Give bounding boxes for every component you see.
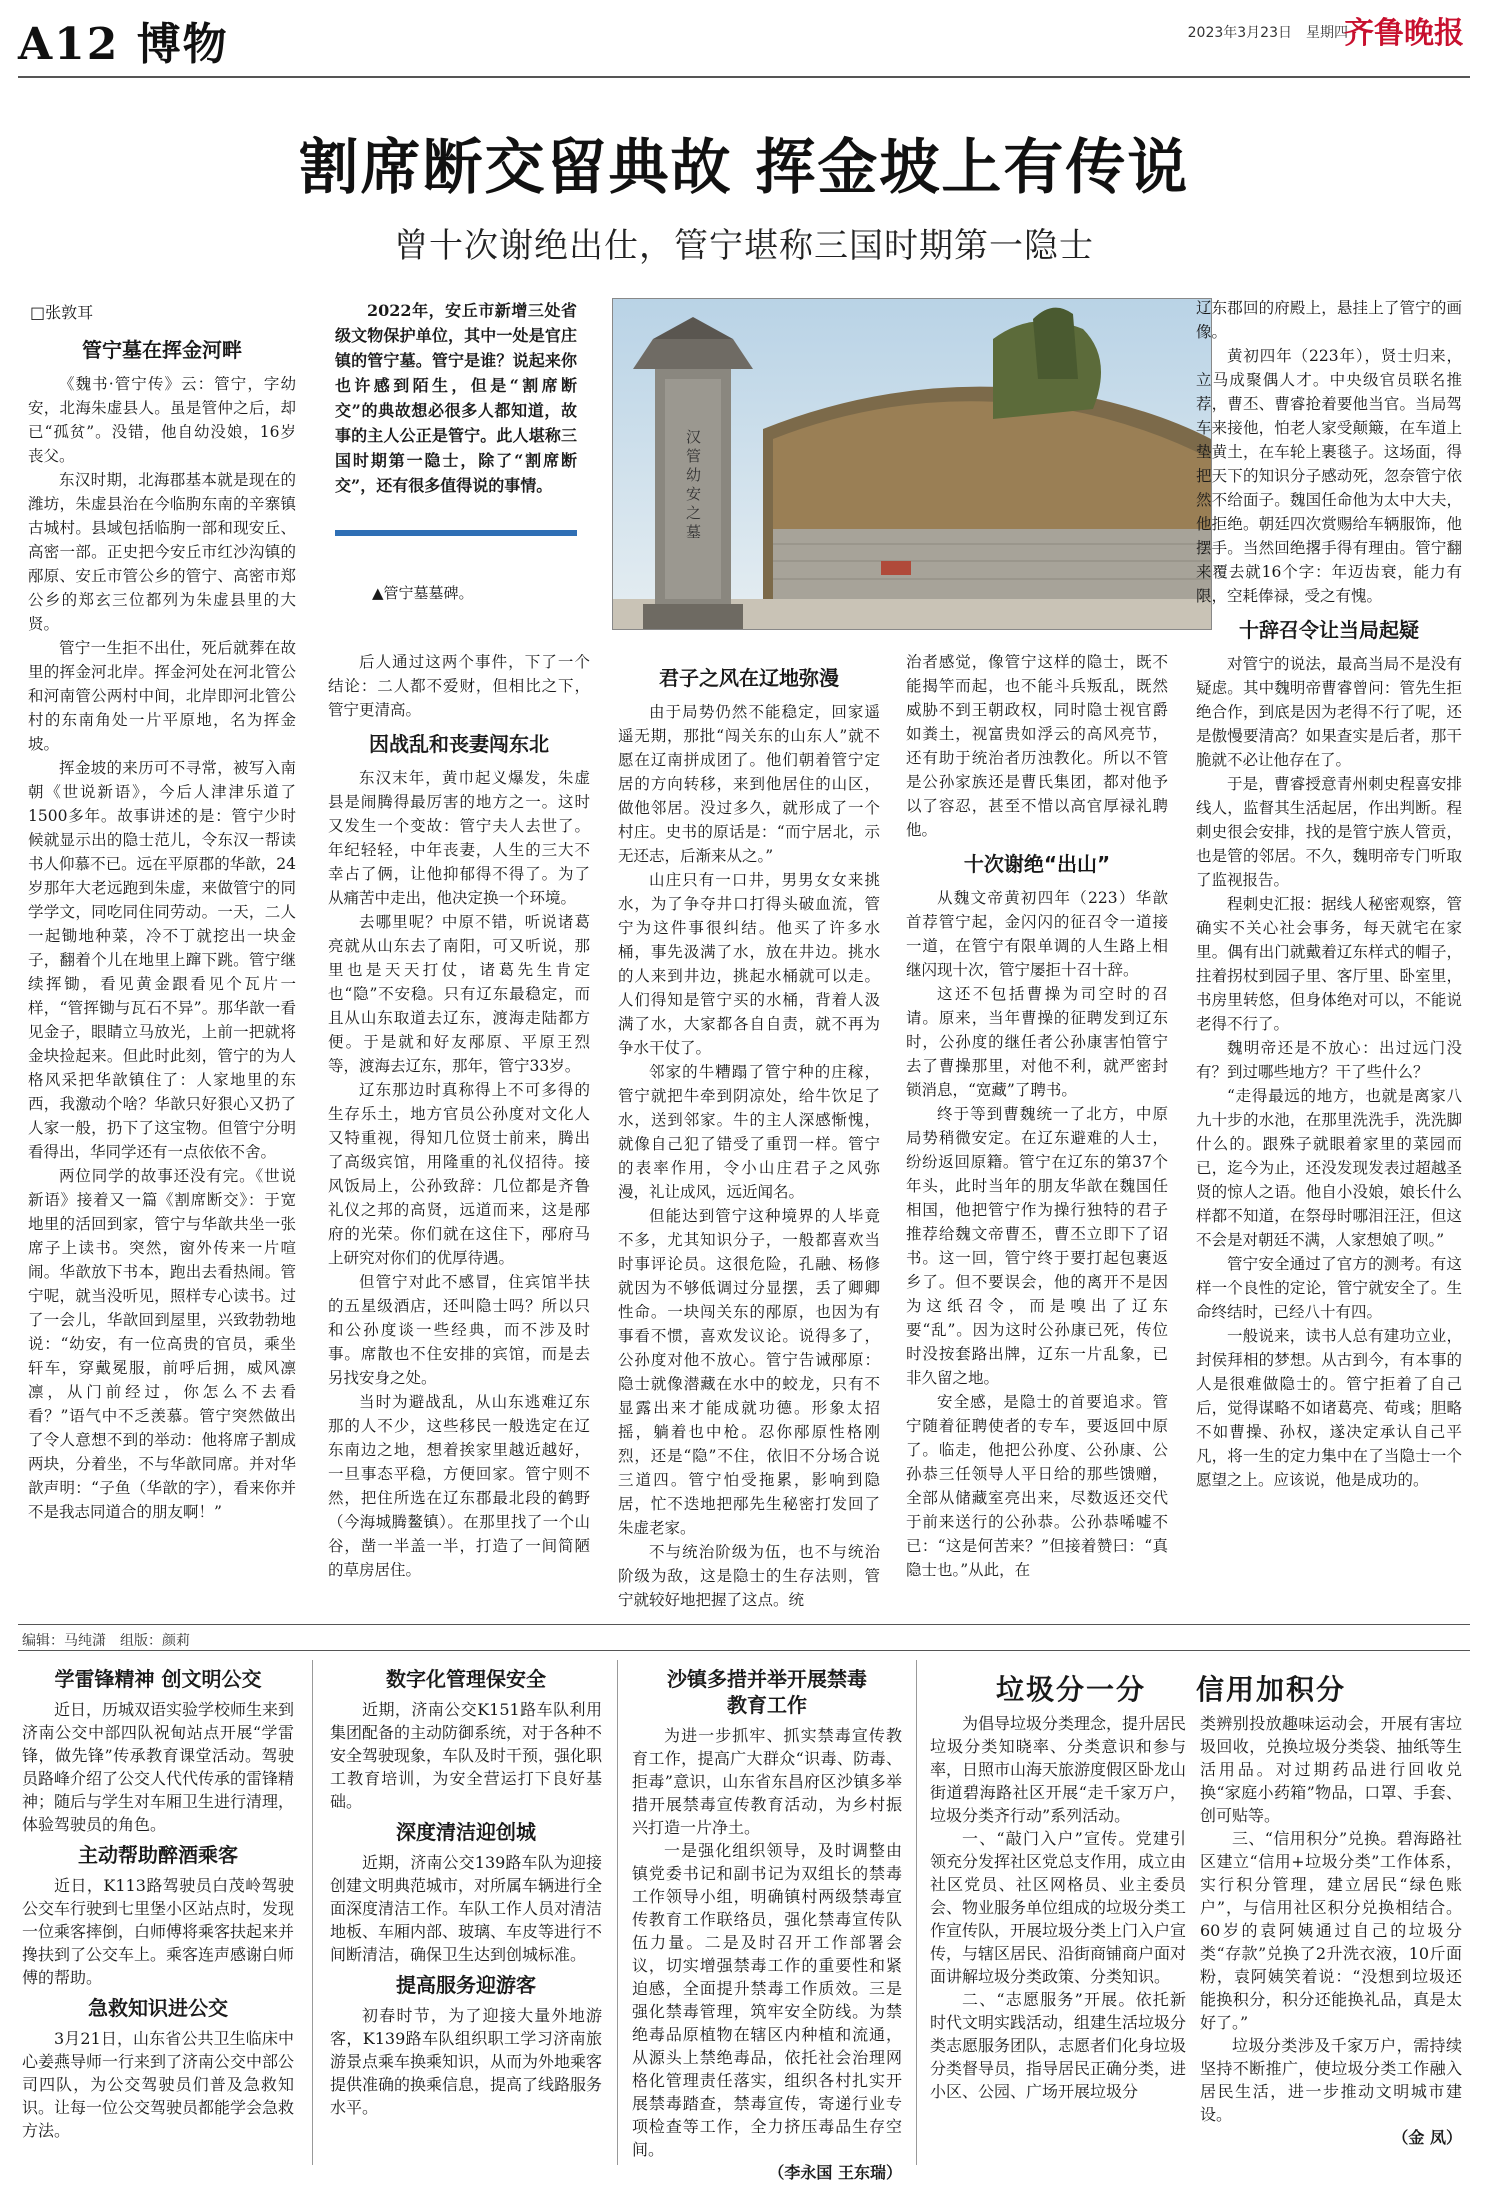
column-rule	[312, 1660, 313, 2165]
paragraph: 但管宁对此不感冒，住宾馆半扶的五星级酒店，还叫隐士吗？所以只和公孙度谈一些经典，而不涉及时事。席散也不住安排的宾馆，而是去另找安身之处。	[328, 1273, 590, 1387]
tomb-stele-photo	[612, 298, 1212, 630]
brief-text: 一、“敲门入户”宣传。党建引领充分发挥社区党总支作用，成立由社区党员、社区网格员、业主委员会、物业服务单位组成的垃圾分类工作宣传队，开展垃圾分类上门入户宣传，与辖区居民、沿街商铺商户面对面讲解垃圾分类政策、分类知识。	[930, 1829, 1187, 1986]
brief-text: 三、“信用积分”兑换。碧海路社区建立“信用+垃圾分类”工作体系，实行积分管理，建立居民“绿色账户”，与信用社区积分兑换相结合。60岁的袁阿姨通过自己的垃圾分类“存款”兑换了2升洗衣液，10斤面粉，袁阿姨笑着说：“没想到垃圾还能换积分，积分还能换礼品，真是太好了。”	[1200, 1829, 1462, 2032]
brief-author: （金 凤）	[1392, 2128, 1462, 2147]
paragraph: 一般说来，读书人总有建功立业，封侯拜相的梦想。从古到今，有本事的人是很难做隐士的。管宁拒着了自己后，觉得谋略不如诸葛亮、荀彧；胆略不如曹操、孙权，遂决定承认自己平凡，将一生的定力集中在了当隐士一个愿望之上。应该说，他是成功的。	[1196, 1327, 1462, 1489]
stele-inscription: 汉管幼安之墓	[684, 429, 702, 543]
paragraph: 东汉末年，黄巾起义爆发，朱虚县是闹腾得最厉害的地方之一。这时又发生一个变故：管宁夫人去世了。年纪轻轻，中年丧妻，人生的三大不幸占了俩，让他抑郁得不得了。为了从痛苦中走出，他决定换一个环境。	[328, 769, 590, 907]
brief-text: 近期，济南公交139路车队为迎接创建文明典范城市，对所属车辆进行全面深度清洁工作。车队工作人员对清洁地板、车厢内部、玻璃、车皮等进行不间断清洁，确保卫生达到创城标准。	[330, 1853, 603, 1964]
section-title: 十次谢绝“出山”	[963, 852, 1111, 876]
brief-text: 垃圾分类涉及千家万户，需持续坚持不断推广，使垃圾分类工作融入居民生活，进一步推动文明城市建设。	[1200, 2036, 1462, 2124]
column-rule	[617, 1660, 618, 2165]
paragraph: 魏明帝还是不放心：出过远门没有？到过哪些地方？干了些什么？	[1196, 1039, 1462, 1081]
paragraph: 管宁安全通过了官方的测考。有这样一个良性的定论，管宁就安全了。生命终结时，已经八十有四。	[1196, 1255, 1462, 1321]
article-column-2	[328, 650, 590, 1615]
article-column-5	[1196, 296, 1462, 1614]
brief-text: 为倡导垃圾分类理念，提升居民垃圾分类知晓率、分类意识和参与率，日照市山海天旅游度假区卧龙山街道碧海路社区开展“走千家万户，垃圾分类齐行动”系列活动。	[930, 1714, 1187, 1825]
brief-column-2	[330, 1660, 602, 2170]
page-label: A12 博物	[18, 19, 229, 70]
paragraph: 挥金坡的来历可不寻常，被写入南朝《世说新语》，今后人津津乐道了1500多年。故事讲述的是：管宁少时候就显示出的隐士范儿，令东汉一帮读书人仰慕不已。远在平原郡的华歆，24岁那年大老远跑到朱虚，来做管宁的同学学文，同吃同住同劳动。一天，二人一起锄地种菜，冷不丁就挖出一块金子，翻着个儿在地里上蹿下跳。管宁继续挥锄，看见黄金跟看见个瓦片一样，“管挥锄与瓦石不异”。那华歆一看见金子，眼睛立马放光，上前一把就将金块捡起来。但此时此刻，管宁的为人格风采把华歆镇住了：人家地里的东西，我激动个啥？华歆只好狠心又扔了人家一般，扔下了这宝物。但管宁分明看得出，华同学还有一点依依不舍。	[28, 759, 296, 1161]
article-column-4	[906, 650, 1168, 1615]
photo-caption: ▲管宁墓墓碑。	[372, 584, 474, 602]
brief-title-text: 信用加积分	[1196, 1673, 1347, 1706]
paragraph: 后人通过这两个事件，下了一个结论：二人都不爱财，但相比之下，管宁更清高。	[328, 653, 590, 719]
paragraph: 这还不包括曹操为司空时的召请。原来，当年曹操的征聘发到辽东时，公孙度的继任者公孙康害怕管宁去了曹操那里，对他不利，就严密封锁消息，“宽藏”了聘书。	[906, 985, 1168, 1099]
brief-text: 类辨别投放趣味运动会，开展有害垃圾回收，兑换垃圾分类袋、抽纸等生活用品。对过期药品进行回收兑换“家庭小药箱”物品，口罩、手套、创可贴等。	[1200, 1714, 1462, 1825]
brief-column-3	[632, 1660, 902, 2182]
paragraph: 于是，曹睿授意青州刺史程喜安排线人，监督其生活起居，作出判断。程刺史很会安排，找的是管宁族人管贡，也是管的邻居。不久，魏明帝专门听取了监视报告。	[1196, 775, 1462, 889]
section-divider	[18, 1650, 1470, 1651]
intro-accent-bar	[335, 530, 577, 536]
brief-title: 学雷锋精神 创文明公交	[54, 1667, 262, 1691]
header-rule	[18, 76, 1470, 78]
intro-text: 2022年，安丘市新增三处省级文物保护单位，其中一处是官庄镇的管宁墓。管宁是谁？说起来你也许感到陌生，但是“割席断交”的典故想必很多人都知道，故事的主人公正是管宁。此人堪称三国时期第一隐士，除了“割席断交”，还有很多值得说的事情。	[335, 301, 577, 495]
brief-text: 一是强化组织领导，及时调整由镇党委书记和副书记为双组长的禁毒工作领导小组，明确镇村两级禁毒宣传教育工作联络员，强化禁毒宣传队伍力量。二是及时召开工作部署会议，切实增强禁毒工作的重要性和紧迫感，全面提升禁毒工作质效。三是强化禁毒管理，筑牢安全防线。为禁绝毒品原植物在辖区内种植和流通，从源头上禁绝毒品，依托社会治理网格化管理责任落实，组织各村扎实开展禁毒踏查，禁毒宣传，寄递行业专项检查等工作，全力挤压毒品生存空间。	[632, 1841, 902, 2159]
brief-title-text: 垃圾分一分	[996, 1673, 1147, 1706]
paragraph: 辽东郡回的府殿上，悬挂上了管宁的画像。	[1196, 299, 1462, 341]
paragraph: 邻家的牛糟蹋了管宁种的庄稼，管宁就把牛牵到阴凉处，给牛饮足了水，送到邻家。牛的主人深感惭愧，就像自己犯了错受了重罚一样。管宁的表率作用，令小山庄君子之风弥漫，礼让成风，远近闻名。	[618, 1063, 880, 1201]
article-subhead: 曾十次谢绝出仕，管宁堪称三国时期第一隐士	[394, 226, 1094, 266]
paragraph: 从魏文帝黄初四年（223）华歆首荐管宁起，金闪闪的征召令一道接一道，在管宁有限单调的人生路上相继闪现十次，管宁屡拒十召十辞。	[906, 889, 1168, 979]
brief-text: 近日，K113路驾驶员白茂岭驾驶公交车行驶到七里堡小区站点时，发现一位乘客摔倒，白师傅将乘客扶起来并搀扶到了公交车上。乘客连声感谢白师傅的帮助。	[22, 1876, 295, 1987]
brief-title: 沙镇多措并举开展禁毒教育工作	[667, 1667, 867, 1717]
paragraph: 由于局势仍然不能稳定，回家遥遥无期，那批“闯关东的山东人”就不愿在辽南拼成团了。他们朝着管宁定居的方向转移，来到他居住的山区，做他邻居。没过多久，就形成了一个村庄。史书的原话是：“而宁居北，示无还志，后渐来从之。”	[618, 703, 880, 865]
brief-text: 二、“志愿服务”开展。依托新时代文明实践活动，组建生活垃圾分类志愿服务团队，志愿者们化身垃圾分类督导员，指导居民正确分类，进小区、公园、广场开展垃圾分	[930, 1990, 1187, 2101]
brief-column-5	[1200, 1712, 1462, 2167]
paragraph: “走得最远的地方，也就是离家八九十步的水池，在那里洗洗手，洗洗脚什么的。跟殊子就眼着家里的菜园而已，迄今为止，还没发现发表过超越圣贤的惊人之语。他自小没娘，娘长什么样都不知道，在祭母时哪泪汪汪，但这不会是对朝廷不满，人家想娘了呗。”	[1196, 1087, 1462, 1249]
issue-date: 2023年3月23日 星期四	[1187, 25, 1348, 41]
brief-title: 深度清洁迎创城	[396, 1820, 536, 1844]
paragraph: 《魏书·管宁传》云：管宁，字幼安，北海朱虚县人。虽是管仲之后，却已“孤贫”。没错，他自幼没娘，16岁丧父。	[28, 375, 296, 465]
paragraph: 管宁一生拒不出仕，死后就葬在故里的挥金河北岸。挥金河处在河北管公和河南管公两村中间，北岸即河北管公村的东南角处一片平原地，名为挥金坡。	[28, 639, 296, 753]
brief-title: 急救知识进公交	[88, 1996, 228, 2020]
paragraph: 黄初四年（223年），贤士归来，立马成聚偶人才。中央级官员联名推荐，曹丕、曹睿抢着要他当官。当局驾车来接他，怕老人家受颠簸，在车道上垫黄土，在车轮上裹毯子。这场面，得把天下的知识分子感动死，忽奈管宁依然不给面子。魏国任命他为太中大夫，他拒绝。朝廷四次赏赐给车辆服饰，他摆手。当然回绝撂手得有理由。管宁翻来覆去就16个字：年迈齿衰，能力有限，空耗俸禄，受之有愧。	[1196, 347, 1462, 605]
paragraph: 终于等到曹魏统一了北方，中原局势稍微安定。在辽东避难的人士，纷纷返回原籍。管宁在辽东的第37个年头，此时当年的朋友华歆在魏国任相国，他把管宁作为操行独特的君子推荐给魏文帝曹丕，曹丕立即下了诏书。这一回，管宁终于要打起包裹返乡了。但不要误会，他的离开不是因为这纸召令，而是嗅出了辽东要“乱”。因为这时公孙康已死，传位时没按套路出牌，辽东一片乱象，已非久留之地。	[906, 1105, 1168, 1387]
paragraph: 当时为避战乱，从山东逃难辽东那的人不少，这些移民一般选定在辽东南边之地，想着挨家里越近越好，一旦事态平稳，方便回家。管宁则不然，把住所选在辽东郡最北段的鹤野（今海城腾鳌镇）。在那里找了一个山谷，凿一半盖一半，打造了一间简陋的草房居住。	[328, 1393, 590, 1579]
section-title: 君子之风在辽地弥漫	[659, 666, 839, 690]
brief-column-4	[930, 1712, 1186, 2167]
paragraph: 程刺史汇报：据线人秘密观察，管确实不关心社会事务，每天就宅在家里。偶有出门就戴着辽东样式的帽子，拄着拐杖到园子里、客厅里、卧室里，书房里转悠，但身体绝对可以，不能说老得不行了。	[1196, 895, 1462, 1033]
paragraph: 辽东那边时真称得上不可多得的生存乐土，地方官员公孙度对文化人又特重视，得知几位贤士前来，腾出了高级宾馆，用隆重的礼仪招待。接风饭局上，公孙致辞：几位都是齐鲁礼仪之邦的高贤，远道而来，这是邴府的光荣。你们就在这住下，邴府马上研究对你们的优厚待遇。	[328, 1081, 590, 1267]
brief-column-1	[22, 1660, 294, 2170]
brief-text: 近日，历城双语实验学校师生来到济南公交中部四队祝甸站点开展“学雷锋，做先锋”传承教育课堂活动。驾驶员路峰介绍了公交人代代传承的雷锋精神；随后与学生对车厢卫生进行清理，体验驾驶员的角色。	[22, 1700, 295, 1834]
byline: □张敦耳	[30, 303, 94, 322]
paragraph: 但能达到管宁这种境界的人毕竟不多，尤其知识分子，一般都喜欢当时事评论员。这很危险，孔融、杨修就因为不够低调过分显摆，丢了卿卿性命。一块闯关东的邴原，也因为有事看不惯，喜欢发议论。说得多了，公孙度对他不放心。管宁告诫邴原：隐士就像潜藏在水中的蛟龙，只有不显露出来才能成就功德。形象太招摇，躺着也中枪。忍你邴原性格刚烈，还是“隐”不住，依旧不分场合说三道四。管宁怕受拖累，影响到隐居，忙不迭地把邴先生秘密打发回了朱虚老家。	[618, 1207, 880, 1537]
brief-author: （李永国 王东瑞）	[768, 2163, 902, 2182]
brief-text: 近期，济南公交K151路车队利用集团配备的主动防御系统，对于各种不安全驾驶现象，车队及时干预，强化职工教育培训，为安全营运打下良好基础。	[330, 1700, 603, 1811]
brief-text: 为进一步抓牢、抓实禁毒宣传教育工作，提高广大群众“识毒、防毒、拒毒”意识，山东省东昌府区沙镇多举措开展禁毒宣传教育活动，为乡村振兴打造一片净土。	[632, 1726, 902, 1837]
paragraph: 去哪里呢？中原不错，听说诸葛亮就从山东去了南阳，可又听说，那里也是天天打仗，诸葛先生肯定也“隐”不安稳。只有辽东最稳定，而且从山东取道去辽东，渡海走陆都方便。于是就和好友邴原、平原王烈等，渡海去辽东，那年，管宁33岁。	[328, 913, 590, 1075]
paragraph: 山庄只有一口井，男男女女来挑水，为了争夺井口打得头破血流，管宁为这件事很纠结。他买了许多水桶，事先汲满了水，放在井边。挑水的人来到井边，挑起水桶就可以走。人们得知是管宁买的水桶，背着人汲满了水，大家都各自自责，就不再为争水干仗了。	[618, 871, 880, 1057]
paragraph: 两位同学的故事还没有完。《世说新语》接着又一篇《割席断交》：于宽地里的活回到家，管宁与华歆共坐一张席子上读书。突然，窗外传来一片喧闹。华歆放下书本，跑出去看热闹。管宁呢，就当没听见，照样专心读书。过了一会儿，华歆回到屋里，兴致勃勃地说：“幼安，有一位高贵的官员，乘坐轩车，穿戴冕服，前呼后拥，威风凛凛，从门前经过，你怎么不去看看？”语气中不乏羡慕。管宁突然做出了令人意想不到的举动：他将席子割成两块，分着坐，不与华歆同席。并对华歆声明：“子鱼（华歆的字），看来你并不是我志同道合的朋友啊！”	[28, 1167, 296, 1521]
section-divider	[18, 1624, 1470, 1625]
paragraph: 东汉时期，北海郡基本就是现在的潍坊，朱虚县治在今临朐东南的辛寨镇古城村。县域包括临朐一部和现安丘、高密一部。正史把今安丘市红沙沟镇的邴原、安丘市管公乡的管宁、高密市郑公乡的郑玄三位都列为朱虚县里的大贤。	[28, 471, 296, 633]
article-column-3	[618, 656, 880, 1614]
brief-title: 提高服务迎游客	[396, 1973, 536, 1997]
paragraph: 治者感觉，像管宁这样的隐士，既不能揭竿而起，也不能斗兵叛乱，既然威胁不到王朝政权，同时隐士视官爵如粪土，视富贵如浮云的高风亮节，还有助于统治者历浊教化。所以不管是公孙家族还是曹氏集团，都对他予以了容忍，甚至不惜以高官厚禄礼聘他。	[906, 653, 1168, 839]
article-intro	[335, 298, 577, 498]
brief-title-left	[996, 1668, 1146, 1708]
paragraph: 对管宁的说法，最高当局不是没有疑虑。其中魏明帝曹睿曾问：管先生拒绝合作，到底是因为老得不行了呢，还是傲慢要清高？如果查实是后者，那干脆就不必让他存在了。	[1196, 655, 1462, 769]
brief-title: 主动帮助醉酒乘客	[78, 1843, 238, 1867]
section-title: 因战乱和丧妻闯东北	[369, 732, 549, 756]
section-title: 管宁墓在挥金河畔	[82, 338, 242, 362]
brief-title-right	[1196, 1668, 1346, 1708]
editor-credit: 编辑：马纯潇 组版：颜莉	[22, 1633, 190, 1649]
column-rule	[916, 1660, 917, 2165]
article-column-1	[28, 328, 296, 1613]
brief-text: 3月21日，山东省公共卫生临床中心姜燕导师一行来到了济南公交中部公司四队，为公交驾驶员们普及急救知识。让每一位公交驾驶员都能学会急救方法。	[22, 2029, 295, 2140]
paragraph: 安全感，是隐士的首要追求。管宁随着征聘使者的专车，要返回中原了。临走，他把公孙度、公孙康、公孙恭三任领导人平日给的那些馈赠，全部从储藏室亮出来，尽数返还交代于前来送行的公孙恭。公孙恭唏嘘不已：“这是何苦来？”但接着赞曰：“真隐士也。”从此，在	[906, 1393, 1168, 1579]
brief-text: 初春时节，为了迎接大量外地游客，K139路车队组织职工学习济南旅游景点乘车换乘知识，从而为外地乘客提供准确的换乘信息，提高了线路服务水平。	[330, 2006, 603, 2117]
section-title: 十辞召令让当局起疑	[1239, 618, 1419, 642]
paragraph: 不与统治阶级为伍，也不与统治阶级为敌，这是隐士的生存法则，管宁就较好地把握了这点。统	[618, 1543, 880, 1609]
brief-title: 数字化管理保安全	[386, 1667, 546, 1691]
article-headline: 割席断交留典故 挥金坡上有传说	[298, 133, 1190, 203]
masthead-logo: 齐鲁晚报	[1344, 16, 1464, 51]
